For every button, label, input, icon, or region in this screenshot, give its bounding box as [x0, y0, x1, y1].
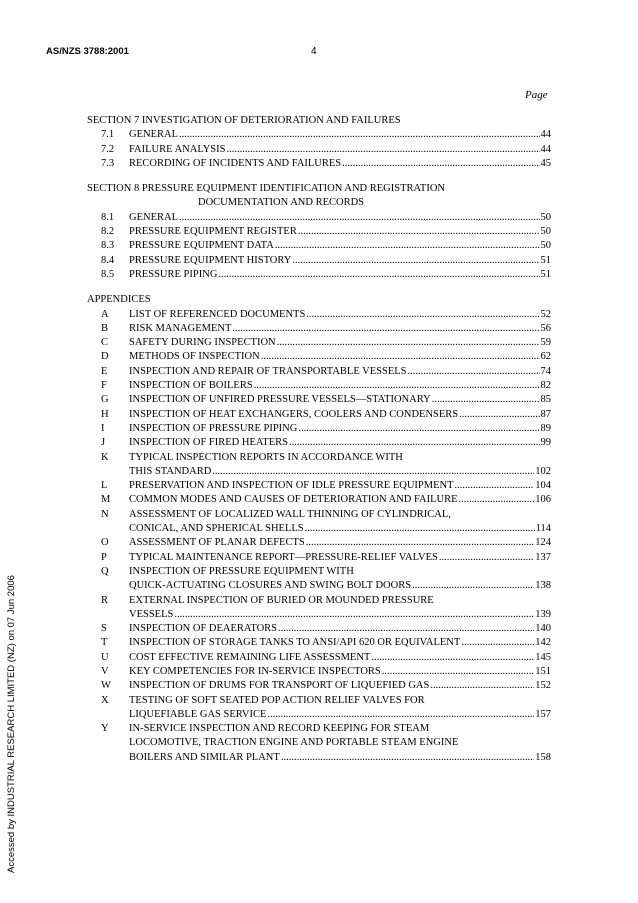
toc-entry-title: LIQUEFIABLE GAS SERVICE [129, 708, 267, 720]
toc-entry-page: 59 [540, 337, 551, 349]
toc-entry-line [87, 722, 551, 736]
toc-entry-number: 8.4 [101, 254, 115, 266]
toc-entry-title: PRESSURE PIPING [129, 268, 218, 280]
toc-entry-page: 102 [535, 465, 551, 477]
dot-leader [306, 308, 539, 322]
dot-leader [289, 436, 540, 450]
toc-entry-title: ASSESSMENT OF PLANAR DEFECTS [129, 537, 305, 549]
toc-entry-page: 158 [535, 751, 551, 763]
dot-leader [306, 536, 535, 550]
appendices-title: APPENDICES [87, 294, 151, 306]
toc-entry-page: 52 [540, 308, 551, 320]
toc-entry[interactable] [87, 651, 551, 665]
toc-entry-title: METHODS OF INSPECTION [129, 351, 260, 363]
toc-entry[interactable] [87, 225, 551, 239]
toc-entry-title: QUICK-ACTUATING CLOSURES AND SWING BOLT DOORS [129, 580, 412, 592]
toc-entry-number: 7.2 [101, 143, 115, 155]
toc-entry-title: IN-SERVICE INSPECTION AND RECORD KEEPING FOR STEAM [129, 723, 430, 735]
toc-entry-title: INSPECTION OF STORAGE TANKS TO ANSI/API 620 OR EQUIVALENT [129, 637, 461, 649]
toc-entry[interactable] [87, 751, 551, 765]
toc-entry[interactable] [87, 422, 551, 436]
toc-entry-number: R [101, 594, 109, 606]
toc-entry-page: 85 [540, 394, 551, 406]
toc-entry-page: 50 [540, 240, 551, 252]
dot-leader [292, 254, 539, 268]
toc-entry-title: CONICAL, AND SPHERICAL SHELLS [129, 523, 304, 535]
toc-entry[interactable] [87, 579, 551, 593]
dot-leader [275, 239, 540, 253]
toc-entry-title: VESSELS [129, 608, 174, 620]
toc-entry-page: 104 [535, 480, 551, 492]
toc-entry-title: RECORDING OF INCIDENTS AND FAILURES [129, 157, 342, 169]
toc-entry-title: LOCOMOTIVE, TRACTION ENGINE AND PORTABLE STEAM ENGINE [129, 737, 459, 749]
toc-entry-number: C [101, 337, 109, 349]
toc-entry-title: RISK MANAGEMENT [129, 322, 232, 334]
toc-entry-title: SAFETY DURING INSPECTION [129, 337, 276, 349]
toc-entry-page: 138 [535, 580, 551, 592]
toc-entry[interactable] [87, 365, 551, 379]
toc-entry[interactable] [87, 408, 551, 422]
toc-entry-page: 50 [540, 211, 551, 223]
toc-entry-number: V [101, 665, 109, 677]
toc-entry[interactable] [87, 239, 551, 253]
toc-entry-line [87, 508, 551, 522]
toc-entry-number: M [101, 494, 111, 506]
toc-entry-number: T [101, 637, 108, 649]
toc-entry-page: 152 [535, 680, 551, 692]
dot-leader [305, 522, 535, 536]
toc-entry-number: G [101, 394, 109, 406]
toc-entry-page: 87 [540, 408, 551, 420]
toc-entry-page: 114 [535, 523, 551, 535]
toc-entry[interactable] [87, 536, 551, 550]
dot-leader [459, 408, 539, 422]
toc-entry-page: 89 [540, 422, 551, 434]
toc-entry-number: 7.1 [101, 129, 115, 141]
toc-entry-title: BOILERS AND SIMILAR PLANT [129, 751, 280, 763]
toc-entry-number: Q [101, 565, 109, 577]
toc-entry-number: D [101, 351, 109, 363]
toc-entry-title: TYPICAL MAINTENANCE REPORT—PRESSURE-RELIEF VALVES [129, 551, 438, 563]
dot-leader [408, 365, 540, 379]
toc-entry-number: P [101, 551, 107, 563]
toc-entry[interactable] [87, 679, 551, 693]
dot-leader [439, 551, 534, 565]
toc-entry-title: EXTERNAL INSPECTION OF BURIED OR MOUNDED PRESSURE [129, 594, 434, 606]
toc-entry-number: 7.3 [101, 157, 115, 169]
toc-entry[interactable] [87, 157, 551, 171]
toc-entry-number: Y [101, 723, 109, 735]
toc-entry-title: COST EFFECTIVE REMAINING LIFE ASSESSMENT [129, 651, 371, 663]
toc-entry-title: KEY COMPETENCIES FOR IN-SERVICE INSPECTORS [129, 665, 381, 677]
toc-entry-title: ASSESSMENT OF LOCALIZED WALL THINNING OF CYLINDRICAL, [129, 508, 451, 520]
section-8-title-cont: DOCUMENTATION AND RECORDS [198, 197, 365, 209]
dot-leader [226, 143, 539, 157]
section-8-title: SECTION 8 PRESSURE EQUIPMENT IDENTIFICATION AND REGISTRATION [87, 183, 445, 195]
dot-leader [342, 157, 539, 171]
toc-entry[interactable] [87, 522, 551, 536]
page-column-label: Page [525, 89, 548, 101]
toc-entry-number: 8.5 [101, 268, 115, 280]
toc-entry-page: 140 [535, 623, 551, 635]
toc-entry[interactable] [87, 128, 551, 142]
dot-leader [371, 651, 534, 665]
toc-entry-title: GENERAL [129, 129, 178, 141]
toc-entry-page: 51 [540, 254, 551, 266]
table-of-contents [87, 114, 551, 765]
toc-entry-number: X [101, 694, 109, 706]
dot-leader [232, 322, 539, 336]
toc-entry-title: TESTING OF SOFT SEATED POP ACTION RELIEF VALVES FOR [129, 694, 425, 706]
toc-entry-title: INSPECTION OF DEAERATORS [129, 623, 277, 635]
toc-entry-number: L [101, 480, 108, 492]
toc-entry[interactable] [87, 665, 551, 679]
toc-entry-page: 50 [540, 226, 551, 238]
dot-leader [174, 608, 534, 622]
toc-entry-line [87, 565, 551, 579]
toc-entry-number: W [101, 680, 111, 692]
toc-entry[interactable] [87, 254, 551, 268]
toc-entry-number: N [101, 508, 109, 520]
toc-entry[interactable] [87, 336, 551, 350]
dot-leader [455, 479, 535, 493]
access-note: Accessed by INDUSTRIAL RESEARCH LIMITED (NZ) on 07 Jun 2006 [6, 575, 17, 873]
toc-entry-page: 74 [540, 365, 551, 377]
toc-entry-number: J [101, 437, 106, 449]
dot-leader [461, 636, 534, 650]
toc-entry-line [87, 736, 551, 750]
toc-entry-line [87, 451, 551, 465]
toc-entry-number: U [101, 651, 109, 663]
toc-entry-title: GENERAL [129, 211, 178, 223]
dot-leader [277, 336, 540, 350]
toc-entry-title: THIS STANDARD [129, 465, 212, 477]
toc-entry-number: O [101, 537, 109, 549]
toc-entry[interactable] [87, 493, 551, 507]
toc-entry[interactable] [87, 268, 551, 282]
section-7-title: SECTION 7 INVESTIGATION OF DETERIORATION AND FAILURES [87, 115, 401, 126]
toc-entry-page: 51 [540, 268, 551, 280]
toc-entry-line [87, 594, 551, 608]
dot-leader [278, 622, 534, 636]
toc-entry-title: INSPECTION OF UNFIRED PRESSURE VESSELS—STATIONARY [129, 394, 431, 406]
toc-entry[interactable] [87, 465, 551, 479]
toc-entry-line [87, 694, 551, 708]
toc-entry[interactable] [87, 608, 551, 622]
dot-leader [382, 665, 534, 679]
toc-entry-title: PRESSURE EQUIPMENT DATA [129, 240, 274, 252]
toc-entry[interactable] [87, 211, 551, 225]
toc-entry-number: B [101, 322, 109, 334]
dot-leader [432, 393, 540, 407]
toc-entry-number: K [101, 451, 109, 463]
toc-entry-number: E [101, 365, 108, 377]
toc-entry[interactable] [87, 393, 551, 407]
toc-entry-title: PRESERVATION AND INSPECTION OF IDLE PRESSURE EQUIPMENT [129, 480, 454, 492]
toc-entry-page: 44 [540, 143, 551, 155]
dot-leader [298, 422, 539, 436]
toc-entry-page: 151 [535, 665, 551, 677]
toc-entry[interactable] [87, 143, 551, 157]
toc-entry[interactable] [87, 636, 551, 650]
toc-entry-number: 8.3 [101, 240, 115, 252]
toc-entry-title: INSPECTION AND REPAIR OF TRANSPORTABLE VESSELS [129, 365, 407, 377]
dot-leader [179, 128, 540, 142]
toc-entry-title: PRESSURE EQUIPMENT REGISTER [129, 226, 297, 238]
standard-id: AS/NZS 3788:2001 [46, 46, 129, 57]
dot-leader [267, 708, 534, 722]
dot-leader [412, 579, 534, 593]
toc-entry[interactable] [87, 322, 551, 336]
toc-entry-number: S [101, 623, 107, 635]
toc-entry[interactable] [87, 622, 551, 636]
toc-entry[interactable] [87, 551, 551, 565]
toc-entry-page: 137 [535, 551, 551, 563]
toc-entry-title: INSPECTION OF BOILERS [129, 380, 253, 392]
toc-entry-title: LIST OF REFERENCED DOCUMENTS [129, 308, 306, 320]
toc-entry-page: 124 [535, 537, 551, 549]
dot-leader [430, 679, 534, 693]
toc-entry-page: 56 [540, 322, 551, 334]
toc-entry-number: I [101, 422, 105, 434]
dot-leader [254, 379, 540, 393]
toc-entry-page: 106 [535, 494, 551, 506]
dot-leader [281, 751, 534, 765]
toc-entry-number: 8.2 [101, 226, 115, 238]
toc-entry-title: INSPECTION OF FIRED HEATERS [129, 437, 288, 449]
toc-entry-page: 157 [535, 708, 551, 720]
toc-entry-number: F [101, 380, 107, 392]
page-number: 4 [311, 46, 317, 57]
dot-leader [179, 211, 540, 225]
toc-entry-page: 139 [535, 608, 551, 620]
toc-entry-title: INSPECTION OF PRESSURE EQUIPMENT WITH [129, 565, 354, 577]
toc-entry-title: COMMON MODES AND CAUSES OF DETERIORATION AND FAILURE [129, 494, 458, 506]
toc-entry-page: 145 [535, 651, 551, 663]
toc-entry-number: H [101, 408, 109, 420]
toc-entry-page: 82 [540, 380, 551, 392]
dot-leader [298, 225, 540, 239]
dot-leader [459, 493, 535, 507]
toc-entry[interactable] [87, 708, 551, 722]
toc-entry-number: 8.1 [101, 211, 115, 223]
toc-entry-title: TYPICAL INSPECTION REPORTS IN ACCORDANCE WITH [129, 451, 403, 463]
dot-leader [212, 465, 534, 479]
toc-entry-page: 44 [540, 129, 551, 141]
toc-entry[interactable] [87, 479, 551, 493]
toc-entry[interactable] [87, 379, 551, 393]
toc-entry[interactable] [87, 350, 551, 364]
dot-leader [261, 350, 540, 364]
toc-entry-title: INSPECTION OF HEAT EXCHANGERS, COOLERS AND CONDENSERS [129, 408, 459, 420]
toc-entry-title: INSPECTION OF DRUMS FOR TRANSPORT OF LIQUEFIED GAS [129, 680, 430, 692]
toc-entry-title: INSPECTION OF PRESSURE PIPING [129, 422, 298, 434]
toc-entry-title: FAILURE ANALYSIS [129, 143, 226, 155]
toc-entry-number: A [101, 308, 109, 320]
toc-entry[interactable] [87, 308, 551, 322]
toc-entry[interactable] [87, 436, 551, 450]
toc-entry-page: 62 [540, 351, 551, 363]
toc-entry-page: 142 [535, 637, 551, 649]
toc-entry-page: 45 [540, 157, 551, 169]
toc-entry-page: 99 [540, 437, 551, 449]
dot-leader [218, 268, 539, 282]
toc-entry-title: PRESSURE EQUIPMENT HISTORY [129, 254, 292, 266]
